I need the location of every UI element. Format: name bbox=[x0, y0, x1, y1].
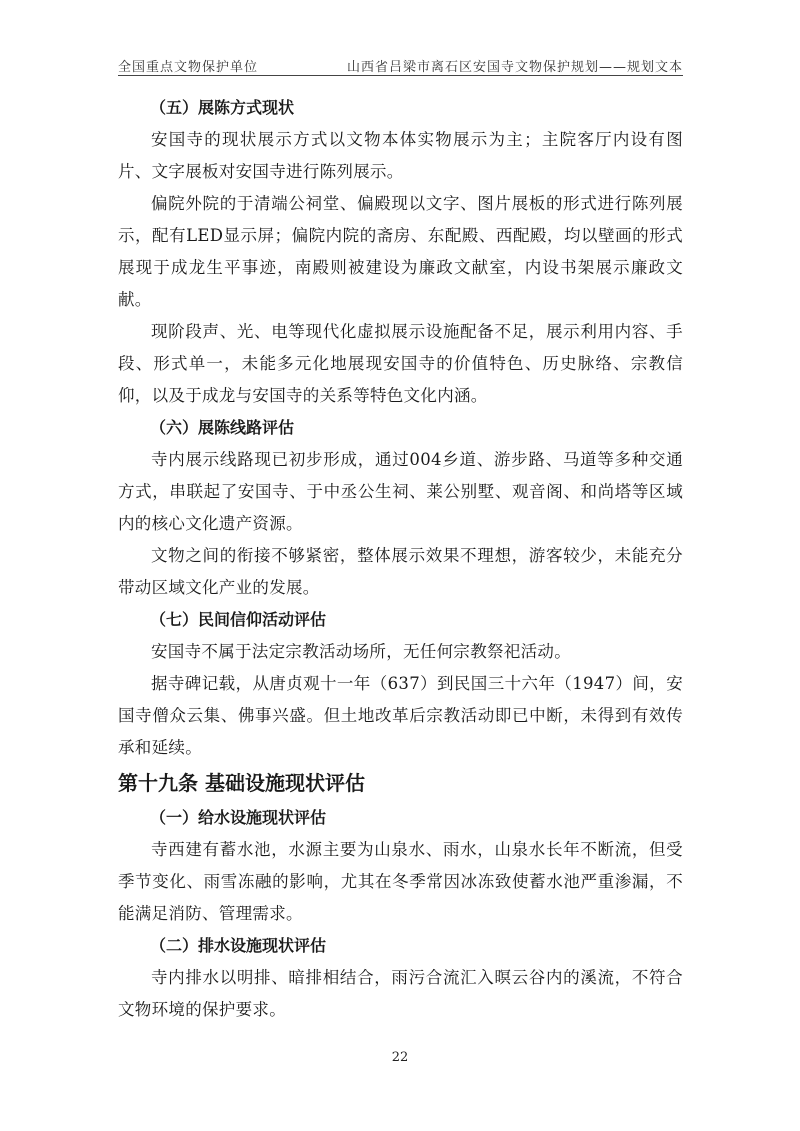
page-header bbox=[118, 56, 683, 76]
section-heading-folk-belief: （七）民间信仰活动评估 bbox=[150, 610, 327, 629]
page-number: 22 bbox=[391, 1050, 409, 1065]
paragraph: 文物之间的衔接不够紧密，整体展示效果不理想，游客较少，未能充分带动区域文化产业的发展。 bbox=[118, 546, 683, 597]
header-rule bbox=[118, 75, 683, 76]
article-heading: 第十九条 基础设施现状评估 bbox=[118, 771, 365, 795]
section-heading-drainage: （二）排水设施现状评估 bbox=[150, 936, 327, 955]
header-right: 山西省吕梁市离石区安国寺文物保护规划——规划文本 bbox=[346, 60, 683, 75]
paragraph: 寺内展示线路现已初步形成，通过004乡道、游步路、马道等多种交通方式，串联起了安国寺、于中丞公生祠、莱公别墅、观音阁、和尚塔等区域内的核心文化遗产资源。 bbox=[118, 450, 683, 533]
paragraph: 偏院外院的于清端公祠堂、偏殿现以文字、图片展板的形式进行陈列展示，配有LED显示屏；偏院内院的斋房、东配殿、西配殿，均以壁画的形式展现于成龙生平事迹，南殿则被建设为廉政文献室，内设书架展示廉政文献。 bbox=[118, 194, 683, 309]
section-heading-exhibition-route: （六）展陈线路评估 bbox=[150, 418, 295, 437]
paragraph: 寺内排水以明排、暗排相结合，雨污合流汇入暝云谷内的溪流，不符合文物环境的保护要求。 bbox=[118, 968, 683, 1019]
paragraph: 寺西建有蓄水池，水源主要为山泉水、雨水，山泉水长年不断流，但受季节变化、雨雪冻融的影响，尤其在冬季常因冰冻致使蓄水池严重渗漏，不能满足消防、管理需求。 bbox=[118, 840, 683, 923]
paragraph: 安国寺的现状展示方式以文物本体实物展示为主；主院客厅内设有图片、文字展板对安国寺进行陈列展示。 bbox=[118, 130, 683, 181]
header-left: 全国重点文物保护单位 bbox=[118, 60, 259, 75]
section-heading-exhibition-mode: （五）展陈方式现状 bbox=[150, 98, 295, 117]
paragraph: 现阶段声、光、电等现代化虚拟展示设施配备不足，展示利用内容、手段、形式单一，未能多元化地展现安国寺的价值特色、历史脉络、宗教信仰，以及于成龙与安国寺的关系等特色文化内涵。 bbox=[118, 322, 683, 405]
paragraph: 安国寺不属于法定宗教活动场所，无任何宗教祭祀活动。 bbox=[151, 642, 571, 661]
section-heading-water-supply: （一）给水设施现状评估 bbox=[150, 808, 327, 827]
paragraph: 据寺碑记载，从唐贞观十一年（637）到民国三十六年（1947）间，安国寺僧众云集、佛事兴盛。但土地改革后宗教活动即已中断，未得到有效传承和延续。 bbox=[118, 674, 683, 757]
document-body bbox=[118, 92, 683, 1026]
